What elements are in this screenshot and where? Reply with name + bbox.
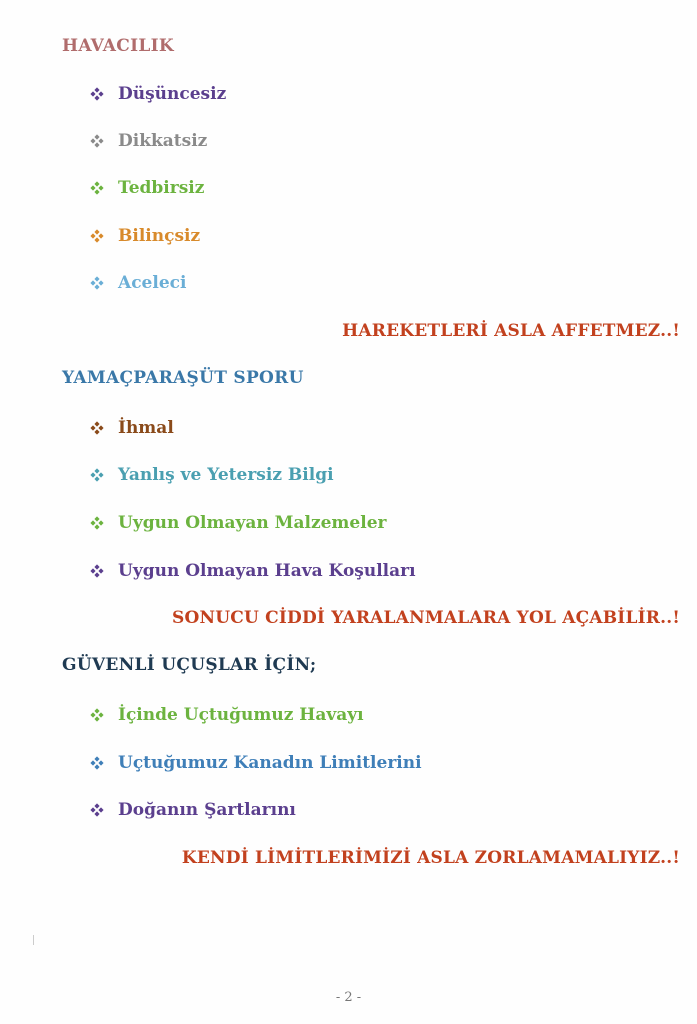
list-item-text: Dikkatsiz	[118, 131, 208, 151]
list-item-text: İçinde Uçtuğumuz Havayı	[118, 705, 364, 725]
diamond-bullet-icon	[90, 756, 104, 770]
list-item-text: Tedbirsiz	[118, 178, 205, 198]
list-item	[90, 418, 174, 438]
diamond-bullet-icon	[90, 803, 104, 817]
list-item	[90, 561, 416, 581]
list-item-text: Düşüncesiz	[118, 84, 227, 104]
list-item-text: Aceleci	[118, 273, 187, 293]
diamond-bullet-icon	[90, 87, 104, 101]
scan-mark	[33, 935, 34, 945]
diamond-bullet-icon	[90, 564, 104, 578]
diamond-bullet-icon	[90, 181, 104, 195]
diamond-bullet-icon	[90, 421, 104, 435]
list-item	[90, 800, 296, 820]
list-item	[90, 178, 204, 198]
diamond-bullet-icon	[90, 134, 104, 148]
section-heading-guvenli-ucuslar: GÜVENLİ UÇUŞLAR İÇİN;	[62, 655, 317, 675]
list-item-text: Doğanın Şartlarını	[118, 800, 296, 820]
list-item	[90, 705, 364, 725]
diamond-bullet-icon	[90, 516, 104, 530]
list-item	[90, 226, 200, 246]
list-item	[90, 84, 226, 104]
diamond-bullet-icon	[90, 468, 104, 482]
section-heading-havacilik: HAVACILIK	[62, 36, 174, 56]
list-item-text: Bilinçsiz	[118, 226, 201, 246]
list-item-text: Uygun Olmayan Hava Koşulları	[118, 561, 416, 581]
list-item	[90, 273, 186, 293]
list-item	[90, 131, 207, 151]
page-number: - 2 -	[335, 990, 362, 1005]
list-item-text: İhmal	[118, 418, 174, 438]
section-conclusion: SONUCU CİDDİ YARALANMALARA YOL AÇABİLİR..!	[172, 608, 680, 628]
list-item-text: Yanlış ve Yetersiz Bilgi	[118, 465, 334, 485]
section-heading-yamacparasut: YAMAÇPARAŞÜT SPORU	[62, 368, 304, 388]
section-conclusion: HAREKETLERİ ASLA AFFETMEZ..!	[342, 321, 680, 341]
list-item-text: Uçtuğumuz Kanadın Limitlerini	[118, 753, 422, 773]
list-item-text: Uygun Olmayan Malzemeler	[118, 513, 387, 533]
list-item	[90, 753, 422, 773]
diamond-bullet-icon	[90, 276, 104, 290]
list-item	[90, 513, 386, 533]
list-item	[90, 465, 334, 485]
diamond-bullet-icon	[90, 708, 104, 722]
diamond-bullet-icon	[90, 229, 104, 243]
section-conclusion: KENDİ LİMİTLERİMİZİ ASLA ZORLAMAMALIYIZ..!	[181, 848, 680, 868]
